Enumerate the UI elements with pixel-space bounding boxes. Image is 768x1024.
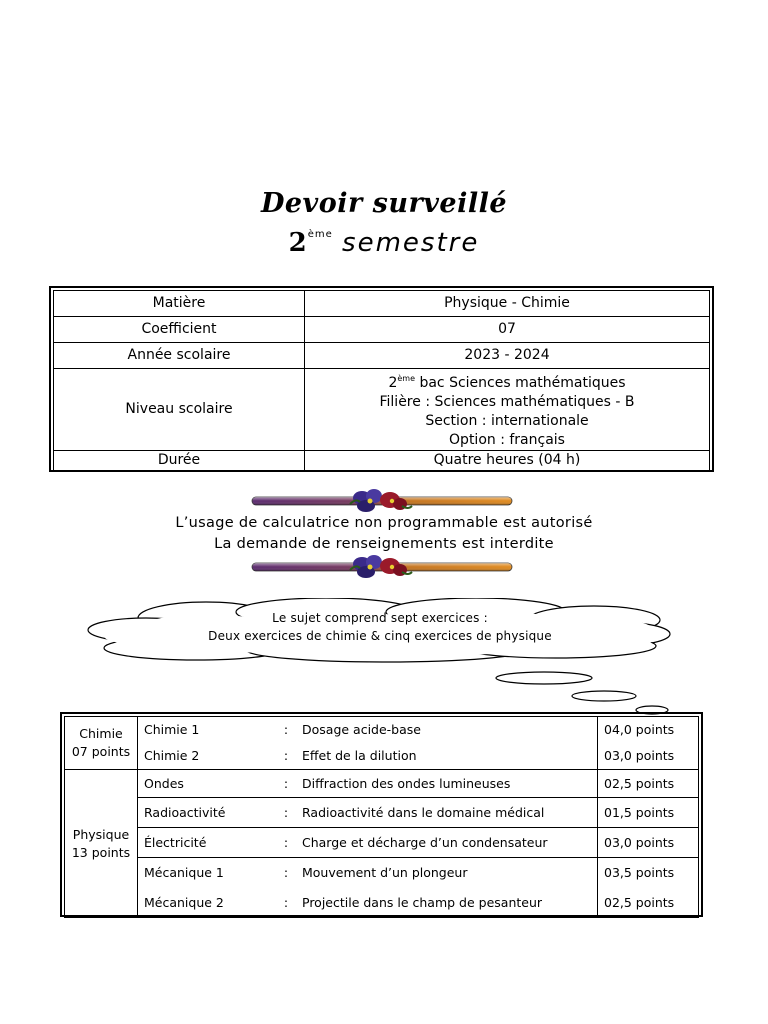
separator: : — [276, 743, 296, 770]
chemistry-group: Chimie 07 points — [65, 717, 138, 770]
cloud-line-1: Le sujet comprend sept exercices : — [272, 611, 488, 625]
exercise-name: Chimie 1 — [138, 717, 277, 743]
exercise-topic: Effet de la dilution — [296, 743, 598, 770]
separator: : — [276, 888, 296, 918]
page-title: Devoir surveillé — [260, 188, 508, 219]
separator: : — [276, 717, 296, 743]
duration-label: Durée — [54, 451, 305, 471]
information-notice: La demande de renseignements est interdite — [214, 536, 554, 552]
exercise-points: 03,0 points — [598, 828, 699, 858]
exercise-name: Chimie 2 — [138, 743, 277, 770]
exercise-table-frame — [60, 712, 703, 917]
separator: : — [276, 798, 296, 828]
coefficient-label: Coefficient — [54, 317, 305, 343]
exercise-name: Électricité — [138, 828, 277, 858]
separator: : — [276, 858, 296, 888]
decorative-flower-bar-bottom — [250, 554, 514, 580]
info-table — [53, 290, 710, 471]
separator: : — [276, 770, 296, 798]
level-line-4: Option : français — [449, 432, 565, 448]
level-value — [305, 369, 710, 451]
exercise-points: 03,5 points — [598, 858, 699, 888]
exercise-topic: Projectile dans le champ de pesanteur — [296, 888, 598, 918]
year-label: Année scolaire — [54, 343, 305, 369]
cloud-line-2: Deux exercices de chimie & cinq exercices de physique — [208, 629, 552, 643]
exercise-name: Radioactivité — [138, 798, 277, 828]
exercise-points: 02,5 points — [598, 770, 699, 798]
exercise-name: Mécanique 1 — [138, 858, 277, 888]
subject-value: Physique - Chimie — [305, 291, 710, 317]
separator: : — [276, 828, 296, 858]
flower-icon — [350, 555, 412, 578]
flower-icon — [350, 489, 412, 512]
level-line-2: Filière : Sciences mathématiques - B — [379, 394, 635, 410]
level-line-1: 2ème bac Sciences mathématiques — [388, 374, 626, 391]
exercise-topic: Diffraction des ondes lumineuses — [296, 770, 598, 798]
decorative-flower-bar-top — [250, 488, 514, 514]
level-line-3: Section : internationale — [425, 413, 589, 429]
exercise-table — [64, 716, 699, 918]
exercise-topic: Charge et décharge d’un condensateur — [296, 828, 598, 858]
duration-value: Quatre heures (04 h) — [305, 451, 710, 471]
subject-label: Matière — [54, 291, 305, 317]
level-label: Niveau scolaire — [54, 369, 305, 451]
exercise-points: 04,0 points — [598, 717, 699, 743]
exercise-points: 03,0 points — [598, 743, 699, 770]
year-value: 2023 - 2024 — [305, 343, 710, 369]
semester-title — [0, 228, 768, 258]
calculator-notice: L’usage de calculatrice non programmable est autorisé — [175, 515, 593, 531]
exercise-topic: Radioactivité dans le domaine médical — [296, 798, 598, 828]
exercise-name: Mécanique 2 — [138, 888, 277, 918]
semester-word: semestre — [342, 228, 480, 258]
exercise-topic: Dosage acide-base — [296, 717, 598, 743]
semester-number: 2 — [288, 228, 308, 258]
info-table-frame — [49, 286, 714, 472]
exercise-name: Ondes — [138, 770, 277, 798]
exercise-points: 01,5 points — [598, 798, 699, 828]
semester-sup: ème — [307, 229, 333, 240]
coefficient-value: 07 — [305, 317, 710, 343]
physics-group: Physique 13 points — [65, 770, 138, 918]
exercise-points: 02,5 points — [598, 888, 699, 918]
exercise-topic: Mouvement d’un plongeur — [296, 858, 598, 888]
